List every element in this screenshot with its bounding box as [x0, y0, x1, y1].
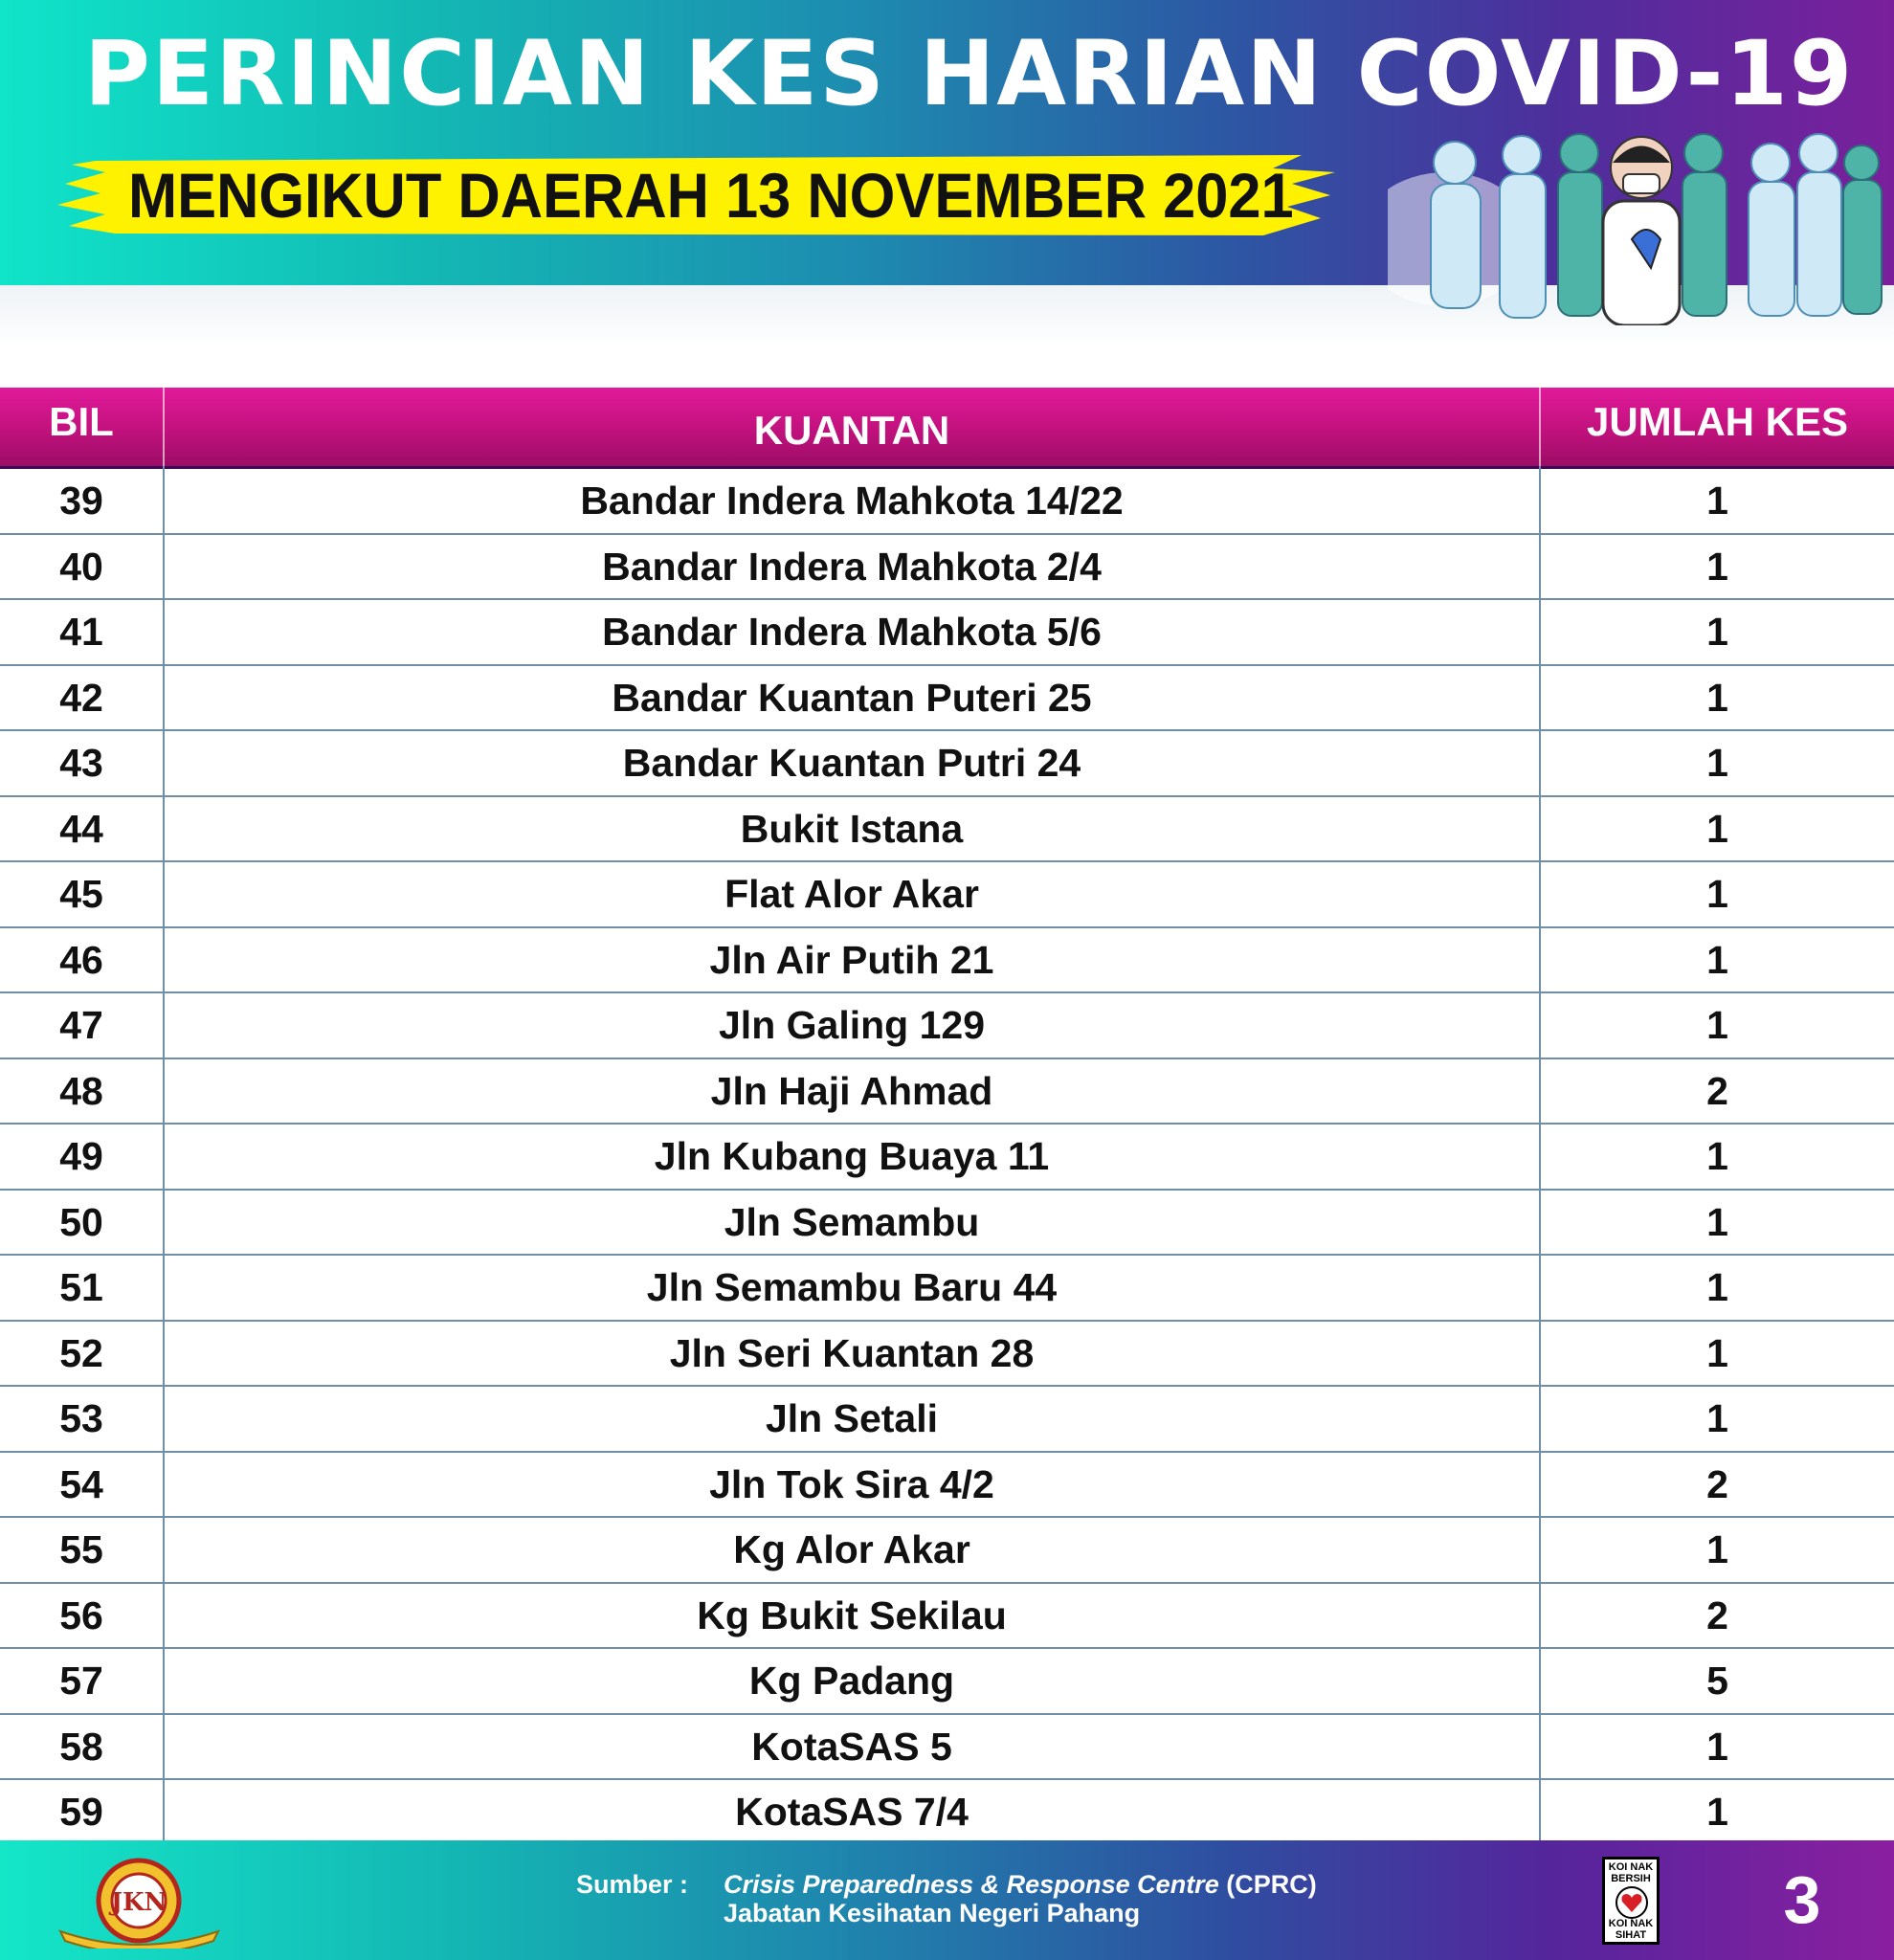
row-bil: 58 [59, 1724, 103, 1769]
row-bil: 47 [59, 1003, 103, 1047]
row-bil: 53 [59, 1396, 103, 1440]
row-bil: 44 [59, 806, 103, 851]
row-location: Bandar Kuantan Puteri 25 [612, 675, 1092, 720]
table-row [0, 1453, 1894, 1519]
row-location: Jln Tok Sira 4/2 [709, 1461, 994, 1506]
table-row [0, 928, 1894, 994]
row-count: 2 [1706, 1068, 1728, 1113]
row-bil: 55 [59, 1527, 103, 1571]
row-bil: 41 [59, 610, 103, 654]
row-count: 1 [1706, 1330, 1728, 1375]
column-header-count: JUMLAH KES [1586, 399, 1849, 444]
table-row [0, 1518, 1894, 1584]
row-count: 1 [1706, 1134, 1728, 1178]
table-row [0, 1125, 1894, 1191]
row-location: KotaSAS 7/4 [735, 1790, 969, 1834]
row-bil: 45 [59, 872, 103, 916]
table-row [0, 600, 1894, 666]
jkn-logo [56, 1853, 223, 1949]
row-location: Flat Alor Akar [724, 872, 979, 916]
koi-nak-badge [1602, 1857, 1660, 1945]
table-row [0, 1322, 1894, 1388]
row-location: Bandar Indera Mahkota 2/4 [602, 544, 1102, 589]
row-count: 2 [1706, 1592, 1728, 1637]
row-count: 1 [1706, 1003, 1728, 1047]
row-count: 1 [1706, 1265, 1728, 1309]
table-row [0, 1649, 1894, 1715]
row-count: 1 [1706, 1527, 1728, 1571]
row-count: 1 [1706, 479, 1728, 523]
page-number: 3 [1783, 1862, 1821, 1937]
table-row [0, 666, 1894, 732]
row-bil: 50 [59, 1199, 103, 1244]
row-count: 1 [1706, 806, 1728, 851]
row-location: Jln Semambu Baru 44 [646, 1265, 1058, 1309]
table-header [0, 388, 1894, 469]
source-org-abbr: (CPRC) [1218, 1870, 1317, 1899]
row-count: 1 [1706, 1199, 1728, 1244]
source-org-name: Crisis Preparedness & Response Centre [724, 1870, 1219, 1899]
table-row [0, 535, 1894, 601]
table-row [0, 1584, 1894, 1650]
row-count: 1 [1706, 1396, 1728, 1440]
row-bil: 49 [59, 1134, 103, 1178]
row-count: 1 [1706, 675, 1728, 720]
table-row [0, 993, 1894, 1059]
row-bil: 48 [59, 1068, 103, 1113]
row-location: Kg Alor Akar [733, 1527, 970, 1571]
column-divider [1539, 466, 1541, 1840]
row-bil: 52 [59, 1330, 103, 1375]
row-location: Bandar Indera Mahkota 14/22 [580, 479, 1124, 523]
row-location: Jln Semambu [724, 1199, 980, 1244]
row-location: Jln Setali [765, 1396, 938, 1440]
row-location: Kg Bukit Sekilau [697, 1592, 1007, 1637]
badge-top-text: KOI NAK BERSIH [1608, 1861, 1654, 1884]
row-count: 1 [1706, 872, 1728, 916]
row-bil: 43 [59, 741, 103, 785]
page-subtitle: MENGIKUT DAERAH 13 NOVEMBER 2021 [128, 160, 1294, 231]
source-organization [724, 1868, 1317, 1901]
row-location: Jln Seri Kuantan 28 [669, 1330, 1035, 1375]
table-row [0, 469, 1894, 535]
column-header-district: KUANTAN [753, 408, 950, 453]
row-location: Jln Kubang Buaya 11 [654, 1134, 1050, 1178]
table-row [0, 1191, 1894, 1257]
table-row [0, 862, 1894, 928]
table-row [0, 1059, 1894, 1125]
row-bil: 51 [59, 1265, 103, 1309]
table-row [0, 1387, 1894, 1453]
column-header-bil: BIL [49, 399, 114, 444]
row-bil: 59 [59, 1790, 103, 1834]
row-count: 1 [1706, 937, 1728, 982]
source-department: Jabatan Kesihatan Negeri Pahang [724, 1899, 1141, 1927]
row-bil: 56 [59, 1592, 103, 1637]
logo-text: JKN [110, 1888, 167, 1917]
table-row [0, 1256, 1894, 1322]
row-count: 1 [1706, 610, 1728, 654]
row-bil: 40 [59, 544, 103, 589]
row-count: 5 [1706, 1659, 1728, 1703]
row-location: Jln Air Putih 21 [709, 937, 994, 982]
row-location: Bandar Kuantan Putri 24 [622, 741, 1081, 785]
row-count: 1 [1706, 741, 1728, 785]
healthcare-workers-illustration [1388, 124, 1885, 325]
badge-bottom-text: KOI NAK SIHAT [1608, 1918, 1654, 1941]
heart-icon [1614, 1886, 1650, 1919]
row-bil: 46 [59, 937, 103, 982]
subtitle-highlight [57, 151, 1340, 239]
table-row [0, 797, 1894, 863]
row-count: 1 [1706, 544, 1728, 589]
row-location: Bandar Indera Mahkota 5/6 [602, 610, 1102, 654]
source-label: Sumber : [576, 1870, 689, 1899]
row-location: Jln Galing 129 [719, 1003, 985, 1047]
row-location: Kg Padang [748, 1659, 955, 1703]
table-row [0, 1715, 1894, 1781]
table-row [0, 1780, 1894, 1846]
row-bil: 57 [59, 1659, 103, 1703]
row-bil: 39 [59, 479, 103, 523]
row-location: Jln Haji Ahmad [710, 1068, 993, 1113]
row-count: 1 [1706, 1790, 1728, 1834]
row-location: KotaSAS 5 [751, 1724, 952, 1769]
table-body [0, 469, 1894, 1846]
row-bil: 54 [59, 1461, 103, 1506]
row-count: 1 [1706, 1724, 1728, 1769]
row-bil: 42 [59, 675, 103, 720]
page-title: PERINCIAN KES HARIAN COVID-19 [84, 22, 1855, 126]
column-divider [163, 466, 165, 1840]
row-location: Bukit Istana [740, 806, 964, 851]
table-row [0, 731, 1894, 797]
row-count: 2 [1706, 1461, 1728, 1506]
